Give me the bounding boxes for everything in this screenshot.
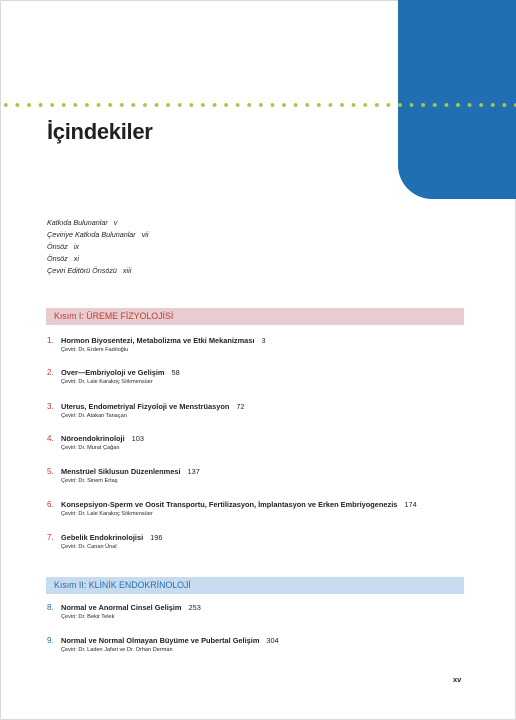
front-matter-label: Çeviriye Katkıda Bulunanlar: [47, 229, 136, 239]
front-matter-item[interactable]: [47, 253, 347, 265]
chapter-number: 9.: [47, 636, 54, 645]
part-heading-1: Kısım I: ÜREME FİZYOLOJİSİ: [46, 308, 464, 325]
chapter-page: 3: [261, 336, 266, 345]
chapter-title: Normal ve Anormal Cinsel Gelişim: [61, 603, 182, 612]
chapter-number: 3.: [47, 402, 54, 411]
chapter-page: 174: [404, 500, 417, 509]
chapter-translator: Çeviri: Dr. Laden Jafari ve Dr. Orhan Derman: [61, 647, 173, 653]
chapter-number: 7.: [47, 533, 54, 542]
chapter-entry[interactable]: [47, 336, 487, 354]
chapter-number: 1.: [47, 336, 54, 345]
front-matter-item[interactable]: [47, 265, 347, 277]
chapter-entry[interactable]: [47, 402, 487, 420]
chapter-entry[interactable]: [47, 368, 487, 386]
chapter-translator: Çeviri: Dr. Murat Çağan: [61, 445, 120, 451]
chapter-page: 58: [171, 368, 180, 377]
front-matter-label: Önsöz: [47, 253, 68, 263]
chapter-translator: Çeviri: Dr. Lale Karakoç Sökmensüer: [61, 379, 153, 385]
chapter-number: 5.: [47, 467, 54, 476]
page-title: İçindekiler: [47, 119, 153, 144]
chapter-title: Gebelik Endokrinolojisi: [61, 533, 144, 542]
page-number: xv: [453, 675, 462, 684]
chapter-page: 196: [150, 533, 163, 542]
front-matter-page: xi: [73, 253, 79, 263]
chapter-entry[interactable]: [47, 636, 487, 654]
chapter-entry[interactable]: [47, 434, 487, 452]
chapter-page: 304: [266, 636, 279, 645]
chapter-title: Over—Embriyoloji ve Gelişim: [61, 368, 165, 377]
chapter-title: Konsepsiyon-Sperm ve Oosit Transportu, Fertilizasyon, İmplantasyon ve Erken Embriyogenezis: [61, 500, 398, 509]
front-matter-label: Çeviri Editörü Önsözü: [47, 265, 117, 275]
chapter-translator: Çeviri: Dr. Erdem Fadıloğlu: [61, 347, 129, 353]
front-matter-label: Önsöz: [47, 241, 68, 251]
front-matter-item[interactable]: [47, 241, 347, 253]
chapter-entry[interactable]: [47, 500, 487, 518]
decorative-blue-tab: [398, 0, 516, 199]
front-matter-label: Katkıda Bulunanlar: [47, 218, 108, 227]
chapter-page: 103: [131, 434, 144, 443]
chapter-translator: Çeviri: Dr. Canan Ünal: [61, 544, 117, 550]
chapter-entry[interactable]: [47, 603, 487, 621]
front-matter-list: [47, 217, 347, 277]
chapter-translator: Çeviri: Dr. Lale Karakoç Sökmensüer: [61, 511, 153, 517]
chapter-translator: Çeviri: Dr. Sinem Ertaş: [61, 478, 118, 484]
chapter-translator: Çeviri: Dr. Atakan Tanaçan: [61, 413, 127, 419]
chapter-title: Uterus, Endometriyal Fizyoloji ve Menstrüasyon: [61, 402, 230, 411]
chapter-number: 4.: [47, 434, 54, 443]
part-heading-2: Kısım II: KLİNİK ENDOKRİNOLOJİ: [46, 577, 464, 594]
front-matter-page: v: [113, 218, 118, 227]
chapter-number: 2.: [47, 368, 54, 377]
chapter-page: 253: [188, 603, 201, 612]
chapter-title: Hormon Biyosentezi, Metabolizma ve Etki Mekanizması: [61, 336, 255, 345]
front-matter-item[interactable]: [47, 217, 347, 229]
front-matter-item[interactable]: [47, 229, 347, 241]
chapter-page: 137: [187, 467, 200, 476]
chapter-title: Normal ve Normal Olmayan Büyüme ve Pubertal Gelişim: [61, 636, 260, 645]
dotted-rule: [0, 101, 516, 109]
front-matter-page: ix: [73, 241, 79, 251]
chapter-number: 6.: [47, 500, 54, 509]
chapter-entry[interactable]: [47, 533, 487, 551]
front-matter-page: xiii: [122, 265, 132, 275]
chapter-translator: Çeviri: Dr. Bekir Telek: [61, 614, 115, 620]
chapter-title: Menstrüel Siklusun Düzenlenmesi: [61, 467, 181, 476]
chapter-number: 8.: [47, 603, 54, 612]
chapter-page: 72: [236, 402, 245, 411]
chapter-entry[interactable]: [47, 467, 487, 485]
chapter-title: Nöroendokrinoloji: [61, 434, 125, 443]
front-matter-page: vii: [141, 229, 149, 239]
